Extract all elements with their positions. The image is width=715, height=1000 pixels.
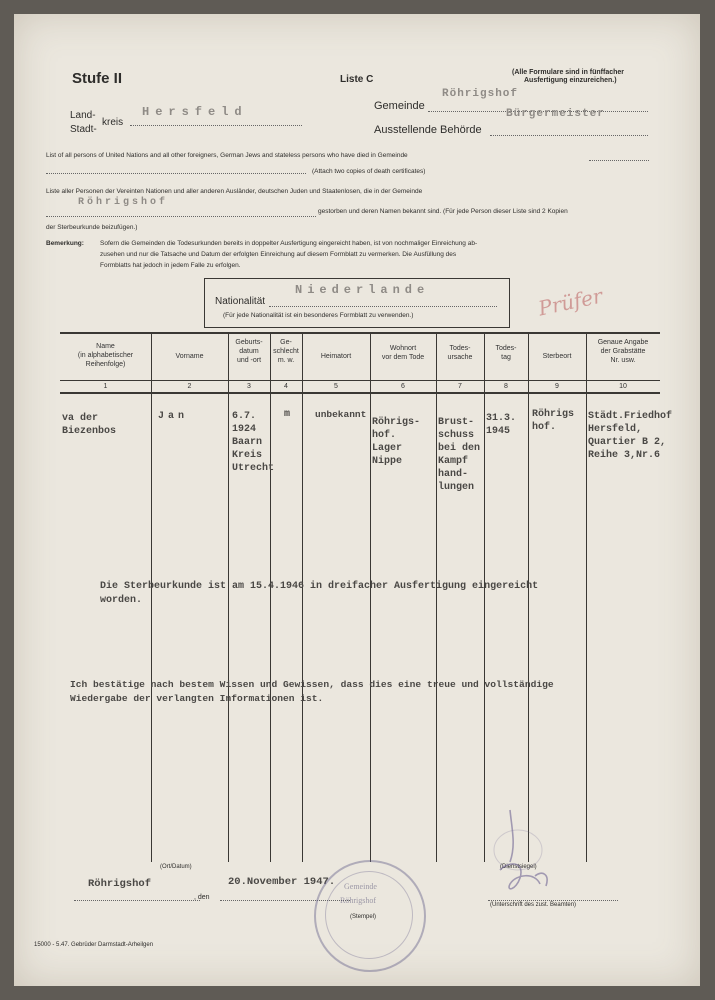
col-divider-8 xyxy=(528,332,529,862)
col-divider-4 xyxy=(302,332,303,862)
nationality-box xyxy=(204,278,510,328)
remark-bestaetigung-2: Wiedergabe der verlangten Informationen ist. xyxy=(70,693,324,704)
stamp-text-1: Gemeinde xyxy=(344,882,377,891)
ort-datum-label: (Ort/Datum) xyxy=(160,864,192,870)
col-number-3: 3 xyxy=(247,383,251,390)
col-number-9: 9 xyxy=(555,383,559,390)
official-signature xyxy=(480,800,560,900)
remark-sterbeurkunde-2: worden. xyxy=(100,595,143,606)
col-divider-9 xyxy=(586,332,587,862)
formulare-note-1: (Alle Formulare sind in fünffacher xyxy=(512,69,625,76)
col-header-todestag: Todes- tag xyxy=(495,345,517,361)
document-page xyxy=(14,14,700,986)
nationality-value: Niederlande xyxy=(295,283,430,297)
footer-datum: 20.November 1947. xyxy=(228,876,336,888)
col-header-geburt: Geburts- datum und -ort xyxy=(235,339,263,364)
col-divider-2 xyxy=(228,332,229,862)
remark-bestaetigung-1: Ich bestätige nach bestem Wissen und Gewissen, dass dies eine treue und vollständige xyxy=(70,679,554,690)
table-header-divider xyxy=(60,380,660,381)
cell-todestag: 31.3. 1945 xyxy=(486,413,517,437)
nationality-label: Nationalität xyxy=(215,296,266,307)
col-header-grabstaette: Genaue Angabe der Grabstätte Nr. usw. xyxy=(597,339,649,364)
nationality-note: (Für jede Nationalität ist ein besonderes Formblatt zu verwenden.) xyxy=(223,312,414,319)
unterschrift-label: (Unterschrift des zust. Beamten) xyxy=(490,902,577,908)
kreis-label: kreis xyxy=(102,117,124,128)
stufe-title: Stufe II xyxy=(72,70,123,87)
col-number-8: 8 xyxy=(504,383,508,390)
intro-german-1: Liste aller Personen der Vereinten Nationen und aller anderen Ausländer, deutschen Juden und Staatenlosen, die in der Gemeinde xyxy=(46,188,423,195)
land-label: Land- xyxy=(70,110,96,121)
intro-english-1: List of all persons of United Nations and all other foreigners, German Jews and stateless persons who have died in Gemeinde xyxy=(46,152,408,159)
intro-german-value: Röhrigshof xyxy=(78,197,169,208)
col-number-2: 2 xyxy=(187,383,192,390)
cell-grabstaette: Städt.Friedhof Hersfeld, Quartier B 2, Reihe 3,Nr.6 xyxy=(588,411,673,461)
col-number-10: 10 xyxy=(619,383,627,390)
kreis-line xyxy=(130,125,302,126)
english-line xyxy=(46,173,306,174)
col-number-4: 4 xyxy=(284,383,288,390)
kreis-value: Hersfeld xyxy=(142,105,248,119)
den-label: , den xyxy=(194,894,210,901)
bemerkung-3: Formblatts hat jedoch in jedem Falle zu erfolgen. xyxy=(100,262,241,269)
nationality-line xyxy=(269,306,497,307)
col-header-name: Name (in alphabetischer Reihenfolge) xyxy=(77,343,134,368)
cell-vorname: Jan xyxy=(158,411,189,422)
printer-line: 15000 - 5.47. Gebrüder Darmstadt-Arheilgen xyxy=(34,942,154,948)
intro-german-3: der Sterbeurkunde beizufügen.) xyxy=(46,224,138,231)
col-header-vorname: Vorname xyxy=(175,353,204,360)
footer-ort: Röhrigshof xyxy=(88,878,152,890)
ort-line xyxy=(74,900,200,901)
cell-name: va der Biezenbos xyxy=(62,413,117,437)
cell-geschlecht: m xyxy=(284,409,291,420)
english-gemeinde-line xyxy=(589,160,649,161)
intro-german-2: gestorben und deren Namen bekannt sind. (Für jede Person dieser Liste sind 2 Kopien xyxy=(318,208,568,215)
col-divider-5 xyxy=(370,332,371,862)
col-divider-6 xyxy=(436,332,437,862)
col-header-todesursache: Todes- ursache xyxy=(447,345,473,361)
stamp-text-2: Röhrigshof xyxy=(340,896,376,905)
cell-todesursache: Brust- schuss bei den Kampf hand- lungen xyxy=(438,417,481,493)
formulare-note-2: Ausfertigung einzureichen.) xyxy=(524,77,617,84)
col-header-sterbeort: Sterbeort xyxy=(542,353,572,360)
behoerde-line xyxy=(490,135,648,136)
col-header-heimatort: Heimatort xyxy=(320,353,352,360)
bemerkung-2: zusehen und nur die Tatsache und Datum der erfolgten Einreichung auf diesem Formblatt zu vermerken. Die Ausfüllung des xyxy=(100,251,457,258)
table-top-border xyxy=(60,332,660,334)
gemeinde-value: Röhrigshof xyxy=(442,88,519,100)
pencil-margin-note: Prüfer xyxy=(536,283,605,321)
col-number-7: 7 xyxy=(458,383,462,390)
bemerkung-label: Bemerkung: xyxy=(46,240,84,247)
cell-heimatort: unbekannt xyxy=(315,409,367,420)
col-divider-7 xyxy=(484,332,485,862)
behoerde-label: Ausstellende Behörde xyxy=(374,124,482,136)
behoerde-value: Bürgermeister xyxy=(506,108,605,120)
stadt-label: Stadt- xyxy=(70,124,97,135)
german-line xyxy=(46,216,316,217)
stempel-label: (Stempel) xyxy=(350,914,377,920)
round-stamp xyxy=(314,860,426,972)
cell-sterbeort: Röhrigs hof. xyxy=(532,409,575,433)
liste-title: Liste C xyxy=(340,74,374,85)
remark-sterbeurkunde-1: Die Sterbeurkunde ist am 15.4.1946 in dreifacher Ausfertigung eingereicht xyxy=(100,581,539,592)
intro-english-2: (Attach two copies of death certificates) xyxy=(312,168,426,175)
col-number-1: 1 xyxy=(103,383,108,390)
col-number-5: 5 xyxy=(334,383,338,390)
signature-line xyxy=(488,900,618,901)
col-header-geschlecht: Ge- schlecht m. w. xyxy=(273,339,299,364)
cell-wohnort: Röhrigs- hof. Lager Nippe xyxy=(372,417,421,467)
table-number-divider xyxy=(60,392,660,394)
dienstsiegel-label: (Dienstsiegel) xyxy=(500,864,537,870)
col-number-6: 6 xyxy=(401,383,405,390)
bemerkung-1: Sofern die Gemeinden die Todesurkunden bereits in doppelter Ausfertigung eingereicht haben, ist von nochmaliger Einreichung ab- xyxy=(100,240,478,247)
col-divider-1 xyxy=(151,332,152,862)
col-header-wohnort: Wohnort vor dem Tode xyxy=(381,345,425,361)
cell-geburt: 6.7. 1924 Baarn Kreis Utrecht xyxy=(232,411,275,474)
gemeinde-label: Gemeinde xyxy=(374,100,425,112)
